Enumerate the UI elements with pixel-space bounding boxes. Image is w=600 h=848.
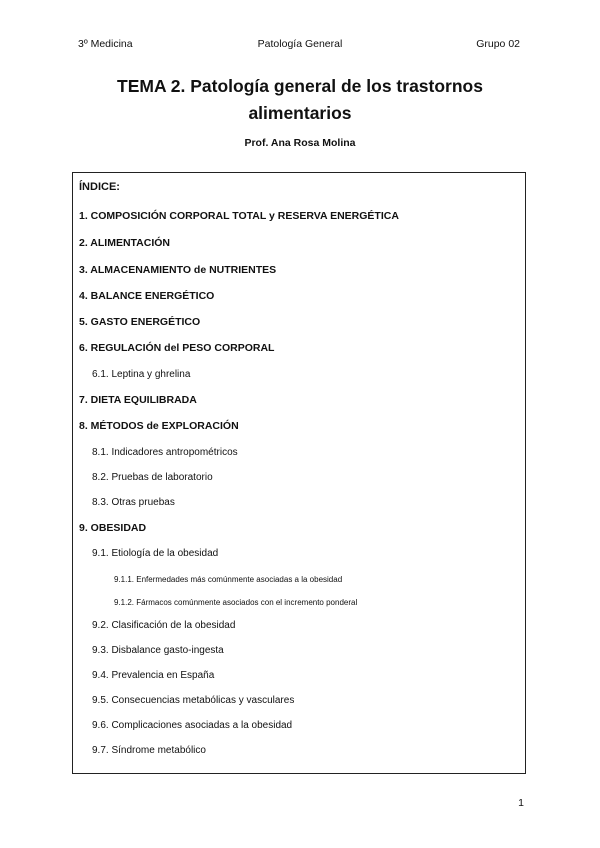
toc-entry: 9.3. Disbalance gasto-ingesta — [92, 645, 224, 656]
toc-entry: 4. BALANCE ENERGÉTICO — [79, 290, 215, 302]
toc-entry: 8.3. Otras pruebas — [92, 497, 175, 508]
toc-entry: 9.5. Consecuencias metabólicas y vasculares — [92, 695, 295, 706]
toc-entry: 9.4. Prevalencia en España — [92, 670, 215, 681]
toc-entry: 9.2. Clasificación de la obesidad — [92, 620, 236, 631]
author-name: Prof. Ana Rosa Molina — [244, 137, 356, 149]
toc-entry: 9.1.2. Fármacos comúnmente asociados con el incremento ponderal — [114, 598, 358, 607]
toc-entry: 7. DIETA EQUILIBRADA — [79, 394, 197, 406]
toc-entry: 9.7. Síndrome metabólico — [92, 745, 206, 756]
toc-entry: 1. COMPOSICIÓN CORPORAL TOTAL y RESERVA ENERGÉTICA — [79, 210, 399, 222]
toc-entry: 3. ALMACENAMIENTO de NUTRIENTES — [79, 264, 277, 276]
header-course: 3º Medicina — [78, 38, 133, 50]
toc-entry: 5. GASTO ENERGÉTICO — [79, 316, 201, 328]
table-of-contents — [72, 172, 526, 774]
toc-entry: 8.2. Pruebas de laboratorio — [92, 472, 213, 483]
toc-heading: ÍNDICE: — [79, 181, 120, 193]
toc-entry: 2. ALIMENTACIÓN — [79, 237, 170, 249]
document-title: TEMA 2. Patología general de los trastornos alimentarios — [117, 76, 483, 123]
header-subject: Patología General — [257, 38, 343, 50]
toc-entry: 6.1. Leptina y ghrelina — [92, 369, 191, 380]
toc-list — [73, 173, 525, 773]
header-group: Grupo 02 — [476, 38, 520, 50]
toc-entry: 8.1. Indicadores antropométricos — [92, 447, 238, 458]
toc-entry: 9. OBESIDAD — [79, 522, 147, 534]
page-number: 1 — [518, 797, 524, 809]
toc-entry: 6. REGULACIÓN del PESO CORPORAL — [79, 342, 275, 354]
toc-entry: 9.6. Complicaciones asociadas a la obesidad — [92, 720, 293, 731]
toc-entry: 8. MÉTODOS de EXPLORACIÓN — [79, 420, 239, 432]
toc-entry: 9.1.1. Enfermedades más comúnmente asociadas a la obesidad — [114, 575, 343, 584]
toc-entry: 9.1. Etiología de la obesidad — [92, 548, 219, 559]
